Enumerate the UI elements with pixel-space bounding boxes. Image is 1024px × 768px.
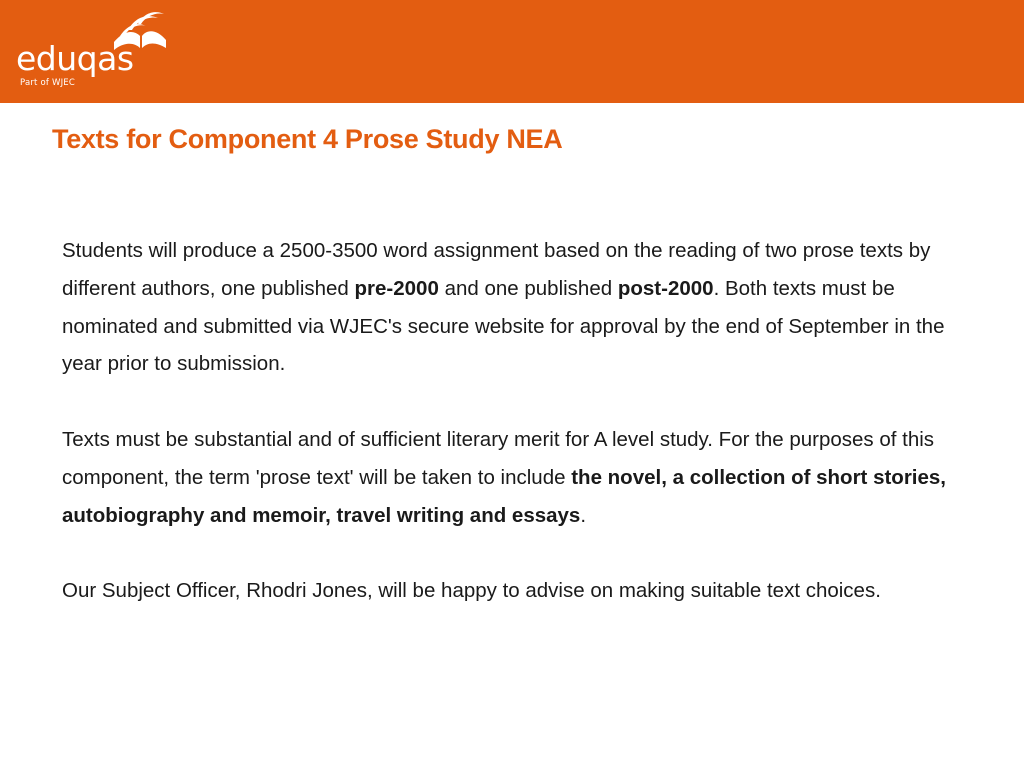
emphasis-text: pre-2000 (354, 276, 439, 300)
eduqas-logo[interactable] (16, 12, 166, 92)
page-title: Texts for Component 4 Prose Study NEA (52, 124, 563, 154)
paragraph-text: Our Subject Officer, Rhodri Jones, will be happy to advise on making suitable text choices. (62, 579, 881, 603)
paragraph-assignment (62, 232, 962, 383)
logo-tagline: Part of WJEC (20, 78, 75, 88)
emphasis-text: the novel, a collection of short stories, autobiography and memoir, travel writing and essays (62, 465, 946, 527)
emphasis-text: post-2000 (617, 276, 714, 300)
paragraph-text: and one published (438, 276, 618, 300)
paragraph-text: . (580, 503, 587, 527)
paragraph-text: . Both texts must be nominated and submitted via WJEC's secure website for approval by the end of September in the year prior to submission. (62, 276, 945, 376)
logo-wordmark: eduqas (16, 39, 134, 78)
paragraph-subject-officer (62, 572, 962, 610)
paragraph-text-criteria (62, 421, 962, 534)
paragraph-text: Students will produce a 2500-3500 word assignment based on the reading of two prose texts by different authors, one published (62, 239, 931, 300)
body-text (62, 232, 962, 648)
header-bar (0, 0, 1024, 103)
paragraph-text: Texts must be substantial and of sufficient literary merit for A level study. For the purposes of this component, the term 'prose text' will be taken to include (62, 427, 935, 489)
